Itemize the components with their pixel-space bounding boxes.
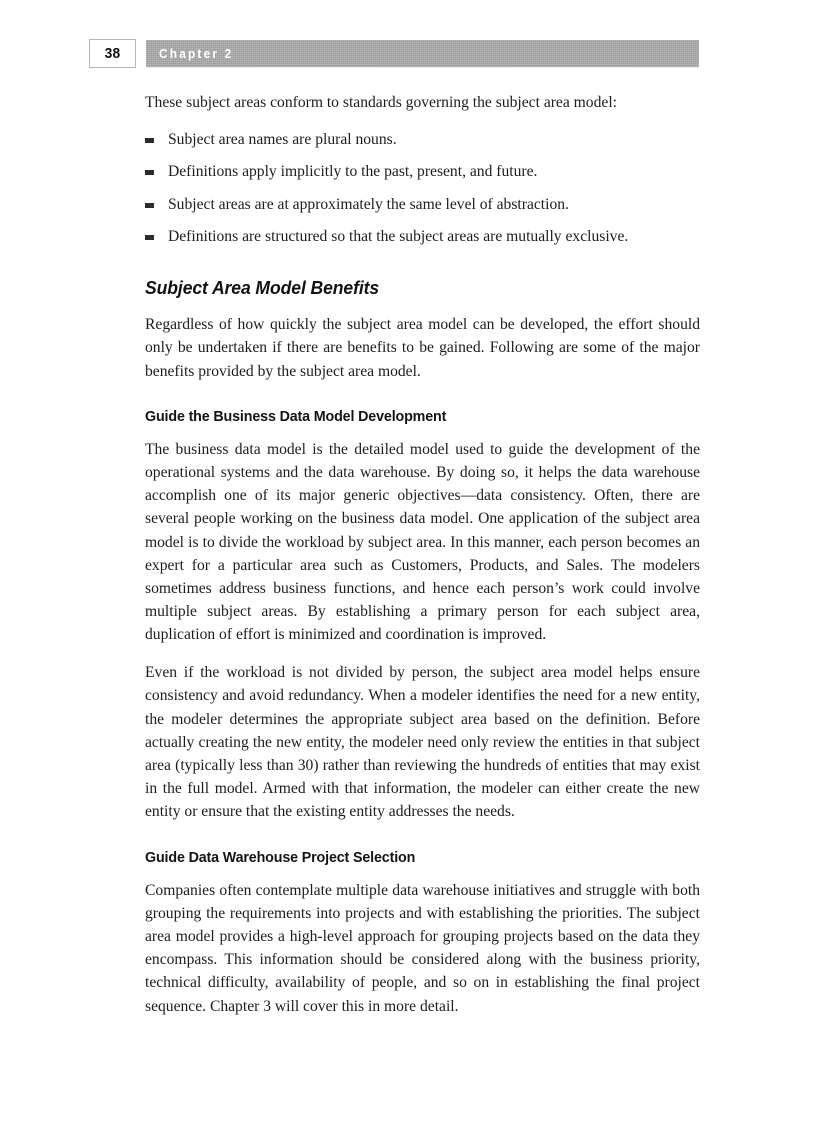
subsection-2-paragraph-1: Companies often contemplate multiple data warehouse initiatives and struggle with both grouping the requirements into projects and with establishing the priorities. The subject area model provides a high-level approach for grouping projects based on the data they encompass. This information should be considered along with the business priority, technical difficulty, availability of people, and so on in establishing the final project sequence. Chapter 3 will cover this in more detail. xyxy=(145,881,700,1015)
page-content xyxy=(145,91,700,1018)
square-bullet-icon xyxy=(145,170,154,175)
list-item-label: Subject area names are plural nouns. xyxy=(168,130,397,148)
standards-bullet-list xyxy=(145,129,700,249)
list-item-label: Subject areas are at approximately the same level of abstraction. xyxy=(168,195,569,213)
list-item-label: Definitions apply implicitly to the past, present, and future. xyxy=(168,163,538,181)
section-intro-paragraph: Regardless of how quickly the subject area model can be developed, the effort should only be undertaken if there are benefits to be gained. Following are some of the major benefits provided by the subject area model. xyxy=(145,316,700,380)
list-item xyxy=(145,129,700,151)
square-bullet-icon xyxy=(145,203,154,208)
list-item xyxy=(145,194,700,216)
running-header xyxy=(89,39,699,69)
chapter-title-bar xyxy=(146,40,699,67)
list-item-label: Definitions are structured so that the subject areas are mutually exclusive. xyxy=(168,228,629,246)
square-bullet-icon xyxy=(145,235,154,240)
subsection-1-paragraph-1: The business data model is the detailed model used to guide the development of the operational systems and the data warehouse. By doing so, it helps the data warehouse accomplish one of its major generic objectives—data consistency. Often, there are several people working on the business data model. One application of the subject area model is to divide the workload by subject area. In this manner, each person becomes an expert for a particular area such as Customers, Products, and Sales. The modelers sometimes address business functions, and hence each person’s work could involve multiple subject areas. By establishing a primary person for each subject area, duplication of effort is minimized and coordination is improved. xyxy=(145,440,700,644)
section-heading: Subject Area Model Benefits xyxy=(145,277,380,299)
subsection-heading-2: Guide Data Warehouse Project Selection xyxy=(145,848,416,866)
subsection-1-paragraph-2: Even if the workload is not divided by person, the subject area model helps ensure consistency and avoid redundancy. When a modeler identifies the need for a new entity, the modeler determines the appropriate subject area based on the definition. Before actually creating the new entity, the modeler need only review the entities in that subject area (typically less than 30) rather than reviewing the hundreds of entities that may exist in the full model. Armed with that information, the modeler can either create the new entity or ensure that the existing entity addresses the needs. xyxy=(145,664,700,821)
square-bullet-icon xyxy=(145,138,154,143)
intro-paragraph: These subject areas conform to standards governing the subject area model: xyxy=(145,94,617,111)
page-number-box xyxy=(89,39,136,68)
list-item xyxy=(145,161,700,183)
page-number: 38 xyxy=(104,45,121,62)
subsection-heading-1: Guide the Business Data Model Development xyxy=(145,407,447,425)
chapter-title: Chapter 2 xyxy=(159,46,234,61)
list-item xyxy=(145,226,700,248)
